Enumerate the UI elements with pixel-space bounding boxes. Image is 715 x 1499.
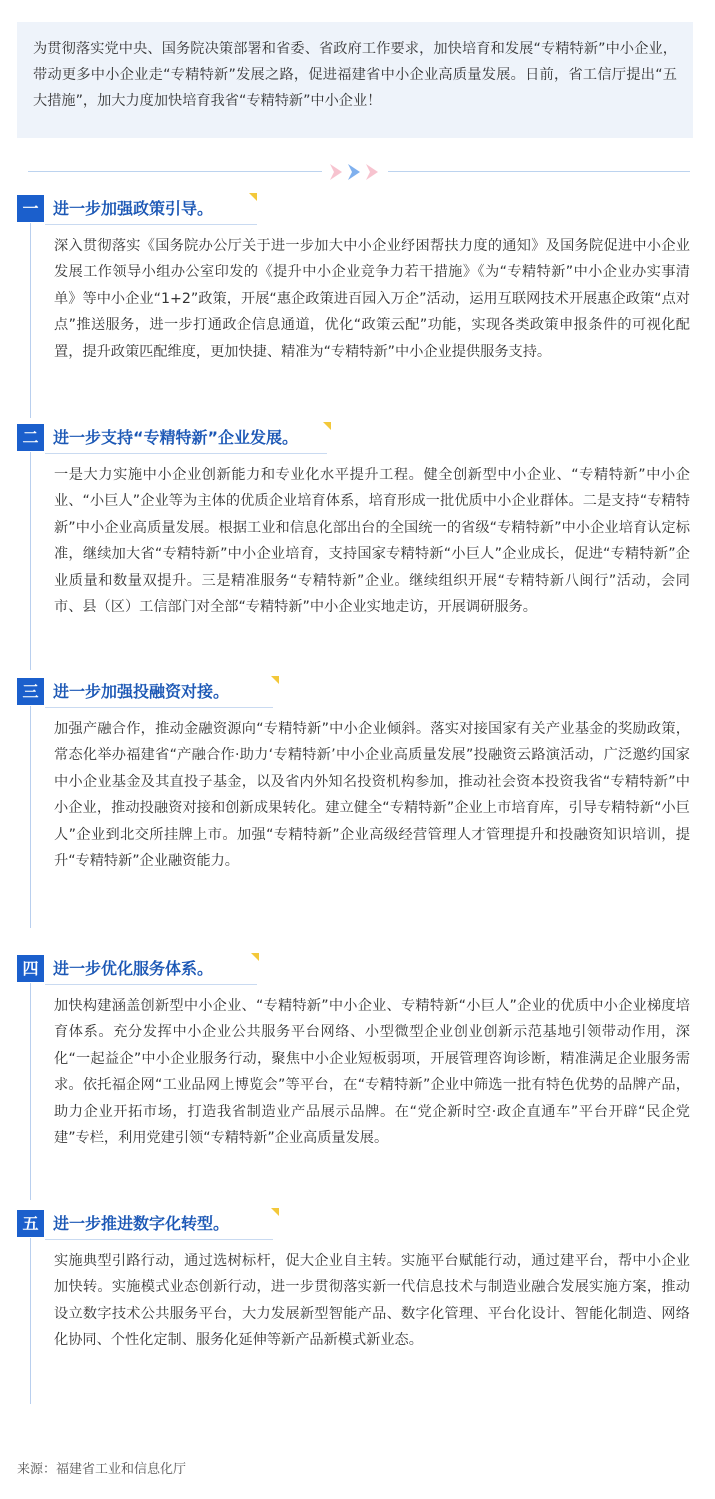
section-4-corner-icon [251, 953, 259, 961]
section-1-body: 深入贯彻落实《国务院办公厅关于进一步加大中小企业纾困帮扶力度的通知》及国务院促进中小企业发展工作领导小组办公室印发的《提升中小企业竞争力若干措施》《为“专精特新”中小企业办实事清单》等中小企业“1+2”政策，开展“惠企政策进百园入万企”活动，运用互联网技术开展惠企政策“点对点”推送服务，进一步打通政企信息通道，优化“政策云配”功能，实现各类政策申报条件的可视化配置，提升政策匹配维度，更加快捷、精准为“专精特新”中小企业提供服务支持。 [54, 238, 690, 360]
divider-right [388, 171, 690, 172]
section-2-header [17, 422, 337, 456]
section-3-number: 三 [17, 678, 44, 705]
section-5-number: 五 [17, 1210, 44, 1237]
section-2-corner-icon [323, 422, 331, 430]
section-1-underline [45, 224, 257, 225]
section-5-body: 实施典型引路行动，通过选树标杆，促大企业自主转。实施平台赋能行动，通过建平台，帮中小企业加快转。实施模式业态创新行动，进一步贯彻落实新一代信息技术与制造业融合发展实施方案，推动设立数字技术公共服务平台，大力发展新型智能产品、数字化管理、平台化设计、智能化制造、网络化协同、个性化定制、服务化延伸等新产品新模式新业态。 [54, 1253, 690, 1349]
section-4-rule [30, 983, 31, 1200]
section-1-corner-icon [249, 193, 257, 201]
intro-box [17, 22, 693, 138]
divider-left [28, 171, 322, 172]
section-4-title: 进一步优化服务体系。 [53, 959, 214, 978]
section-3-rule [30, 706, 31, 928]
divider-arrows-icon [324, 162, 384, 182]
section-1-header [17, 193, 257, 227]
section-2-title: 进一步支持“专精特新”企业发展。 [53, 428, 299, 447]
source-credit: 来源：福建省工业和信息化厅 [17, 1462, 187, 1477]
section-5-corner-icon [271, 1208, 279, 1216]
intro-text: 为贯彻落实党中央、国务院决策部署和省委、省政府工作要求，加快培育和发展“专精特新”中小企业，带动更多中小企业走“专精特新”发展之路，促进福建省中小企业高质量发展。日前，省工信厅提出“五大措施”，加大力度加快培育我省“专精特新”中小企业！ [33, 41, 677, 109]
section-3-corner-icon [271, 676, 279, 684]
section-5-header [17, 1208, 287, 1242]
section-2-underline [45, 453, 327, 454]
section-5-title: 进一步推进数字化转型。 [53, 1214, 230, 1233]
section-4-body: 加快构建涵盖创新型中小企业、“专精特新”中小企业、专精特新“小巨人”企业的优质中小企业梯度培育体系。充分发挥中小企业公共服务平台网络、小型微型企业创业创新示范基地引领带动作用，深化“一起益企”中小企业服务行动，聚焦中小企业短板弱项，开展管理咨询诊断，精准满足企业服务需求。依托福企网“工业品网上博览会”等平台，在“专精特新”企业中筛选一批有特色优势的品牌产品，助力企业开拓市场，打造我省制造业产品展示品牌。在“党企新时空·政企直通车”平台开辟“民企党建”专栏，利用党建引领“专精特新”企业高质量发展。 [54, 998, 690, 1147]
section-4-header [17, 953, 267, 987]
section-2-body: 一是大力实施中小企业创新能力和专业化水平提升工程。健全创新型中小企业、“专精特新”中小企业、“小巨人”企业等为主体的优质企业培育体系，培育形成一批优质中小企业群体。二是支持“专精特新”中小企业高质量发展。根据工业和信息化部出台的全国统一的省级“专精特新”中小企业培育认定标准，继续加大省“专精特新”中小企业培育，支持国家专精特新“小巨人”企业成长，促进“专精特新”企业质量和数量双提升。三是精准服务“专精特新”企业。继续组织开展“专精特新八闽行”活动，会同市、县（区）工信部门对全部“专精特新”中小企业实地走访，开展调研服务。 [54, 467, 690, 616]
section-3-body: 加强产融合作，推动金融资源向“专精特新”中小企业倾斜。落实对接国家有关产业基金的奖励政策，常态化举办福建省“产融合作·助力‘专精特新’中小企业高质量发展”投融资云路演活动，广泛邀约国家中小企业基金及其直投子基金，以及省内外知名投资机构参加，推动社会资本投资我省“专精特新”中小企业，推动投融资对接和创新成果转化。建立健全“专精特新”企业上市培育库，引导专精特新“小巨人”企业到北交所挂牌上市。加强“专精特新”企业高级经营管理人才管理提升和投融资知识培训，提升“专精特新”企业融资能力。 [54, 721, 690, 870]
section-1-title: 进一步加强政策引导。 [53, 199, 214, 218]
section-3-underline [45, 707, 273, 708]
section-3-title: 进一步加强投融资对接。 [53, 682, 230, 701]
section-2-rule [30, 452, 31, 670]
section-4-underline [45, 984, 257, 985]
section-5-underline [45, 1239, 273, 1240]
section-2-number: 二 [17, 424, 44, 451]
section-1-number: 一 [17, 195, 44, 222]
section-1-rule [30, 223, 31, 418]
section-5-rule [30, 1238, 31, 1404]
section-3-header [17, 676, 287, 710]
section-4-number: 四 [17, 955, 44, 982]
